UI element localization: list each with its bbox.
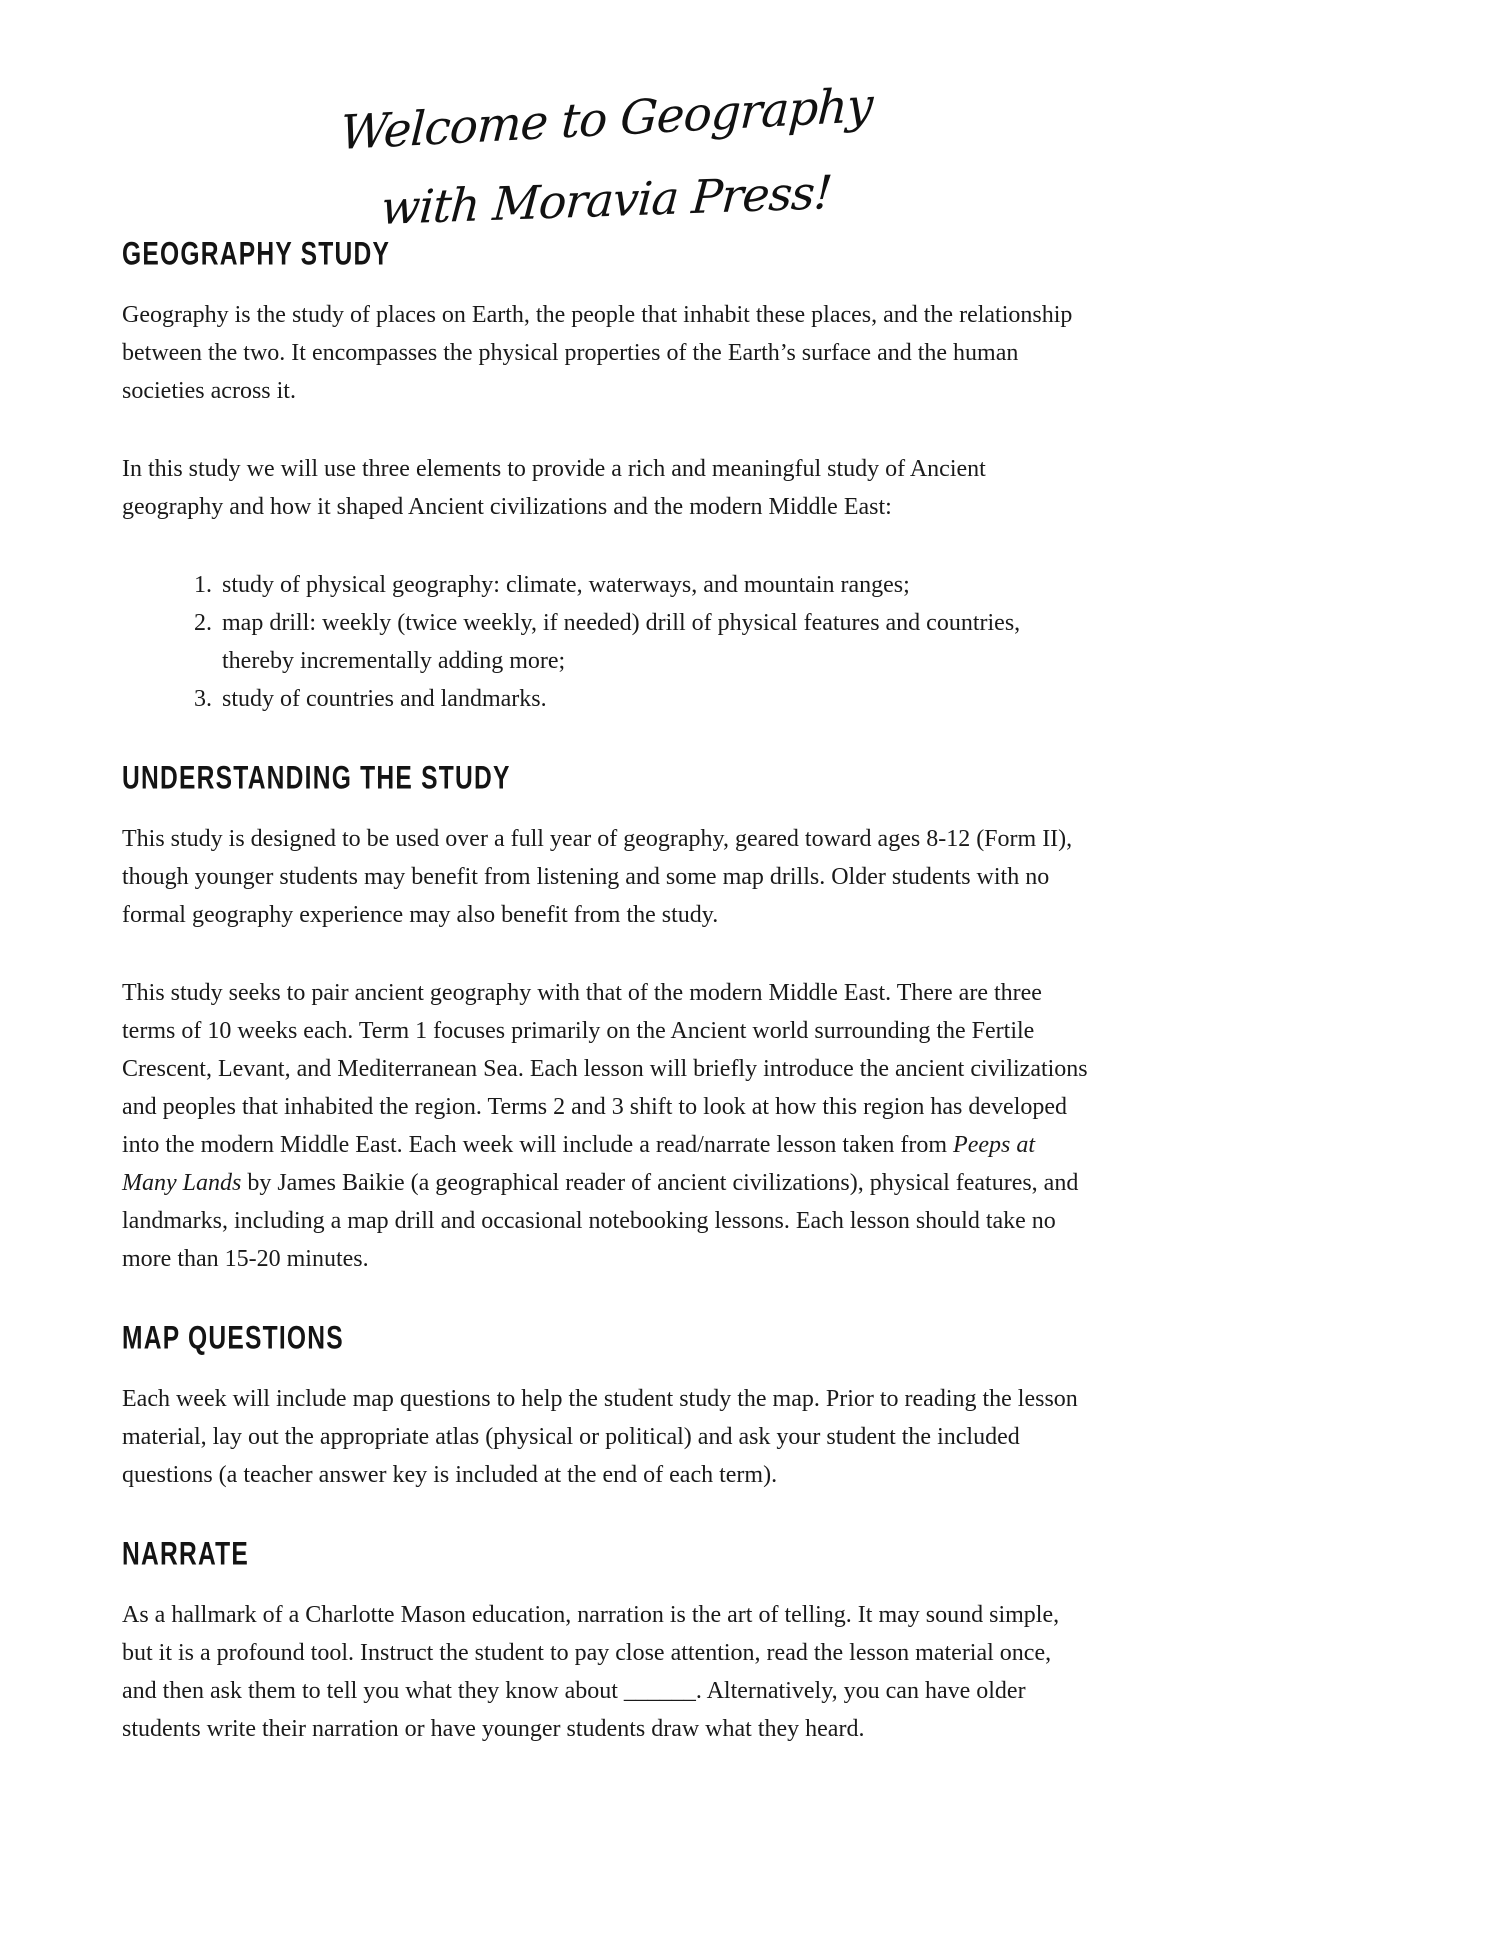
page-title-line1: Welcome to Geography	[338, 77, 874, 162]
heading-narrate: NARRATE	[122, 1536, 250, 1573]
list-item-physical-geography: 1. study of physical geography: climate, waterways, and mountain ranges;	[218, 566, 1090, 604]
list-item-map-drill: 2. map drill: weekly (twice weekly, if needed) drill of physical features and countries, thereby incrementally adding more;	[218, 604, 1090, 680]
paragraph-map-questions: Each week will include map questions to help the student study the map. Prior to reading the lesson material, lay out the appropriate atlas (physical or political) and ask your student the included questions (a teacher answer key is included at the end of each term).	[122, 1386, 1078, 1488]
paragraph-study-structure-before: This study seeks to pair ancient geography with that of the modern Middle East. There are three terms of 10 weeks each. Term 1 focuses primarily on the Ancient world surrounding the Fertile Crescent, Levant, and Mediterranean Sea. Each lesson will briefly introduce the ancient civilizations and peoples that inhabited the region. Terms 2 and 3 shift to look at how this region has developed into the modern Middle East. Each week will include a read/narrate lesson taken from	[122, 980, 1088, 1158]
heading-map-questions: MAP QUESTIONS	[122, 1320, 344, 1357]
elements-list	[122, 566, 1090, 718]
heading-understanding-the-study: UNDERSTANDING THE STUDY	[122, 760, 511, 797]
paragraph-study-design: This study is designed to be used over a full year of geography, geared toward ages 8-12 (Form II), though younger students may benefit from listening and some map drills. Older students with no formal geography experience may also benefit from the study.	[122, 826, 1073, 928]
paragraph-three-elements: In this study we will use three elements to provide a rich and meaningful study of Ancient geography and how it shaped Ancient civilizations and the modern Middle East:	[122, 456, 986, 520]
paragraph-narrate: As a hallmark of a Charlotte Mason education, narration is the art of telling. It may sound simple, but it is a profound tool. Instruct the student to pay close attention, read the lesson material once, and then ask them to tell you what they know about ______. Alternatively, you can have older students write their narration or have younger students draw what they heard.	[122, 1602, 1060, 1742]
page-title-line2: with Moravia Press!	[378, 165, 834, 235]
paragraph-study-structure-after: by James Baikie (a geographical reader of ancient civilizations), physical features, and landmarks, including a map drill and occasional notebooking lessons. Each lesson should take no more than 15-20 minutes.	[122, 1170, 1079, 1272]
page-title	[122, 77, 1090, 235]
paragraph-geography-intro: Geography is the study of places on Earth, the people that inhabit these places, and the relationship between the two. It encompasses the physical properties of the Earth’s surface and the human societies across it.	[122, 302, 1073, 404]
book-title-peeps-at-many-lands: Peeps at Many Lands	[122, 1132, 1036, 1196]
paragraph-study-structure	[122, 974, 1090, 1278]
heading-geography-study: GEOGRAPHY STUDY	[122, 236, 391, 273]
document-content	[122, 238, 1090, 1788]
list-item-countries-landmarks: 3. study of countries and landmarks.	[218, 680, 1090, 718]
